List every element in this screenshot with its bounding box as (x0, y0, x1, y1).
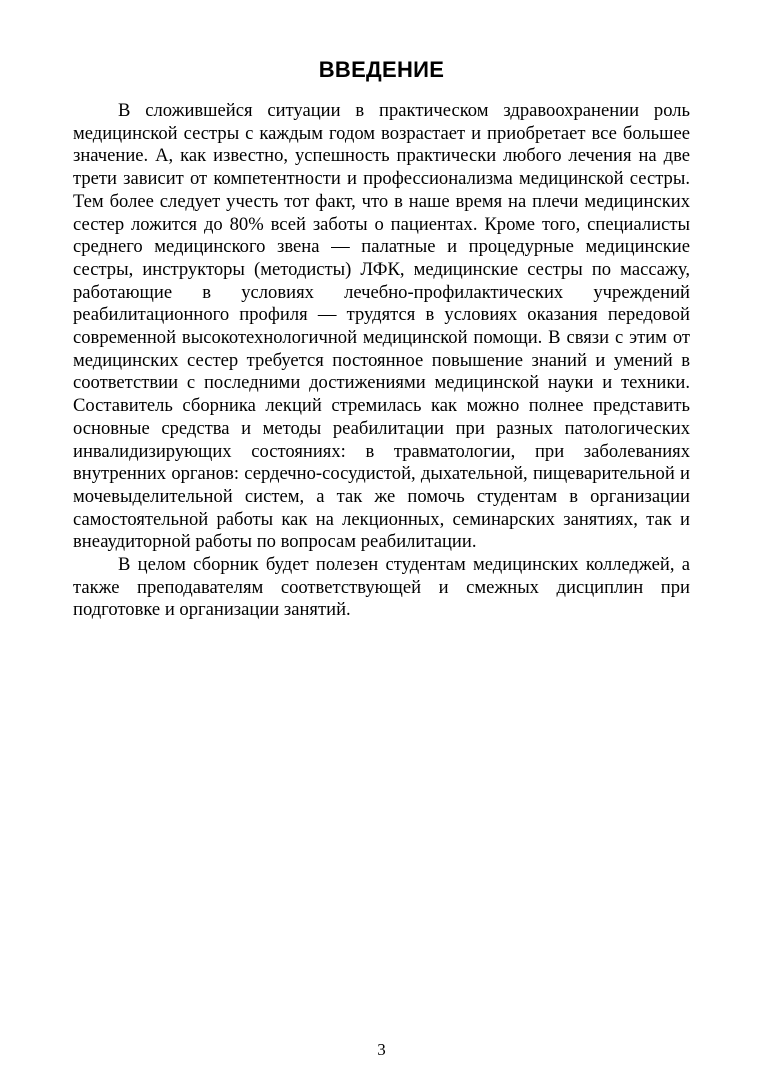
page-title: ВВЕДЕНИЕ (318, 57, 445, 82)
paragraph-1: В сложившейся ситуации в практическом здравоохранении роль медицинской сестры с каждым годом возрастает и приобретает все большее значение. А, как известно, успешность практически любого лечения на две трети зависит от компетентности и профессионализма медицинской сестры. Тем более следует учесть тот факт, что в наше время на плечи медицинских сестер ложится до 80% всей заботы о пациентах. Кроме того, специалисты среднего медицинского звена — палатные и процедурные медицинские сестры, инструкторы (методисты) ЛФК, медицинские сестры по массажу, работающие в условиях лечебно-профилактических учреждений реабилитационного профиля — трудятся в условиях оказания передовой современной высокотехнологичной медицинской помощи. В связи с этим от медицинских сестер требуется постоянное повышение знаний и умений в соответствии с последними достижениями медицинской науки и техники. Составитель сборника лекций стремилась как можно полнее представить основные средства и методы реабилитации при разных патологических инвалидизирующих состояниях: в травматологии, при заболеваниях внутренних органов: сердечно-сосудистой, дыхательной, пищеварительной и мочевыделительной систем, а так же помочь студентам в организации самостоятельной работы как на лекционных, семинарских занятиях, так и внеаудиторной работы по вопросам реабилитации. (73, 100, 690, 553)
document-page (73, 52, 690, 622)
page-number: 3 (377, 1040, 386, 1059)
paragraph-2: В целом сборник будет полезен студентам медицинских колледжей, а также преподавателям соответствующей и смежных дисциплин при подготовке и организации занятий. (73, 554, 690, 621)
